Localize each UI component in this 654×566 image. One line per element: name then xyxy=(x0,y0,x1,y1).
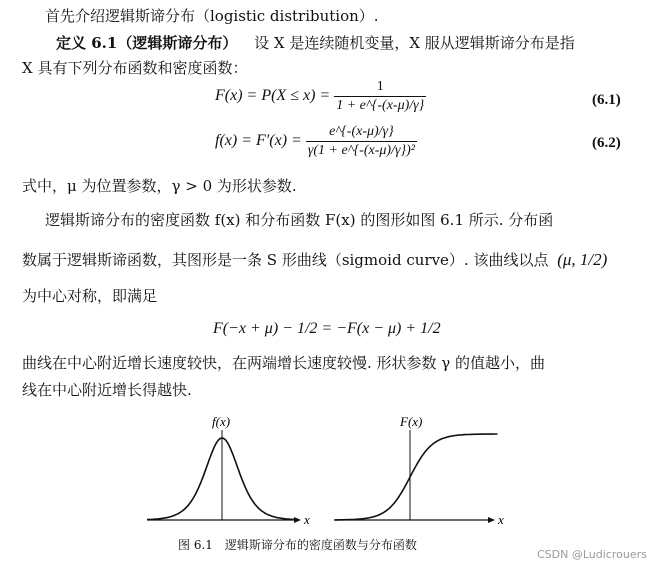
watermark: CSDN @Ludicrouers xyxy=(537,548,647,561)
cdf-curve xyxy=(335,434,498,520)
eq2-numerator: e^{-(x-μ)/γ} xyxy=(329,124,394,139)
intro-text: 首先介绍逻辑斯谛分布（logistic distribution）. xyxy=(45,7,379,25)
density-x-label: x xyxy=(304,512,310,527)
cdf-x-arrow xyxy=(488,517,495,523)
eq1-denominator: 1 + e^{-(x-μ)/γ} xyxy=(336,98,425,113)
paragraph-line-3: 为中心对称，即满足 xyxy=(22,287,158,305)
paragraph-line-5: 线在中心附近增长得越快. xyxy=(22,381,192,399)
figure-caption: 图 6.1 逻辑斯谛分布的密度函数与分布函数 xyxy=(178,538,417,552)
symmetry-equation: F(−x + μ) − 1/2 = −F(x − μ) + 1/2 xyxy=(213,320,441,337)
cdf-y-label: F(x) xyxy=(400,414,423,429)
symmetry-point: (μ, 1/2) xyxy=(557,250,608,269)
eq2-lhs: f(x) = F′(x) = xyxy=(215,132,302,150)
eq1-numerator: 1 xyxy=(376,79,384,94)
cdf-plot xyxy=(334,414,504,527)
eq2-denominator: γ(1 + e^{-(x-μ)/γ})² xyxy=(307,143,415,158)
paragraph-line-1: 逻辑斯谛分布的密度函数 f(x) 和分布函数 F(x) 的图形如图 6.1 所示. 分布函 xyxy=(45,211,554,229)
definition-text-a: 设 X 是连续随机变量，X 服从逻辑斯谛分布是指 xyxy=(254,34,575,52)
density-y-label: f(x) xyxy=(212,414,231,429)
params-line: 式中，μ 为位置参数，γ > 0 为形状参数. xyxy=(22,177,297,195)
definition-label: 定义 6.1（逻辑斯谛分布） xyxy=(56,34,238,52)
definition-line-2: X 具有下列分布函数和密度函数： xyxy=(22,59,248,77)
equation-number-6-1: (6.1) xyxy=(592,92,621,108)
cdf-x-label: x xyxy=(498,512,504,527)
paragraph-line-2-text: 数属于逻辑斯谛函数，其图形是一条 S 形曲线（sigmoid curve）. 该曲线以点 xyxy=(22,251,549,269)
equation-number-6-2: (6.2) xyxy=(592,135,621,151)
paragraph-line-4: 曲线在中心附近增长速度较快，在两端增长速度较慢. 形状参数 γ 的值越小，曲 xyxy=(22,354,546,372)
density-plot xyxy=(147,414,310,527)
eq1-lhs: F(x) = P(X ≤ x) = xyxy=(215,87,331,105)
